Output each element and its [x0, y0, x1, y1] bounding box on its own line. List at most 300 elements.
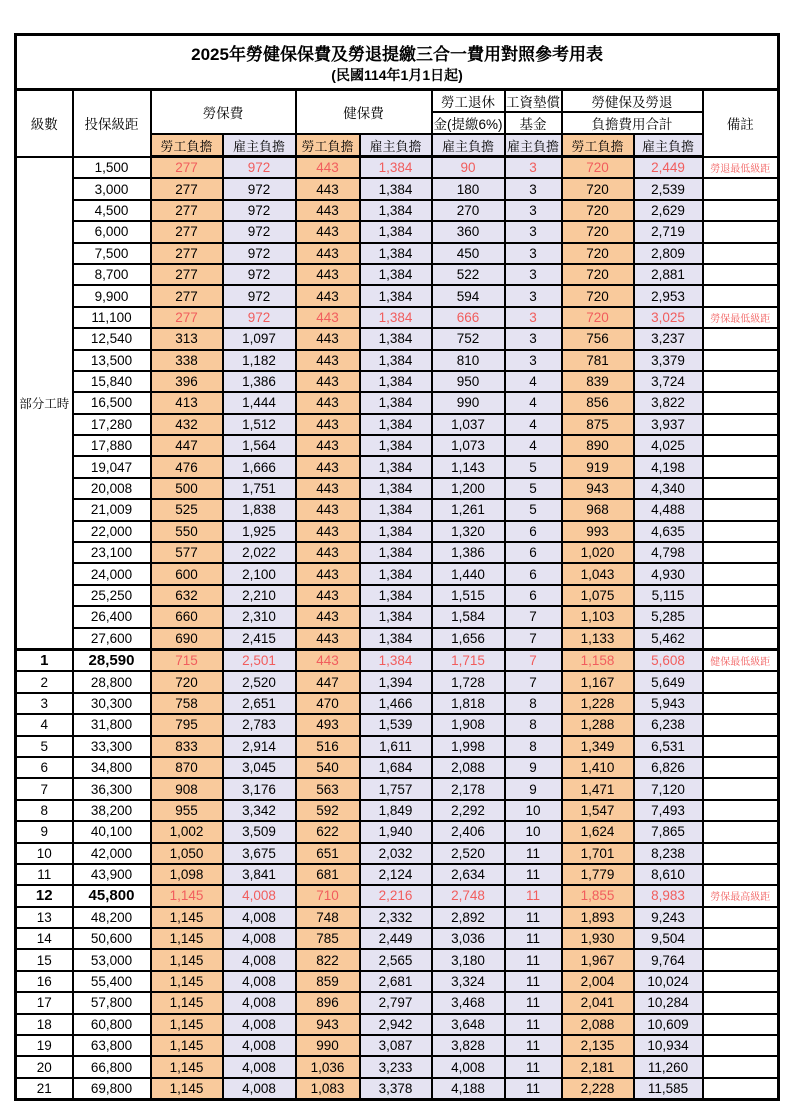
header-bracket: 投保級距: [73, 90, 151, 157]
cell-pension-employer: 1,908: [432, 714, 505, 735]
cell-health-employee: 651: [296, 843, 360, 864]
table-row: [16, 628, 779, 650]
cell-labor-employer: 1,512: [223, 414, 296, 435]
cell-labor-employee: 447: [151, 435, 223, 456]
remark-cell: [703, 714, 779, 735]
cell-labor-employer: 4,008: [223, 885, 296, 906]
cell-labor-employee: 1,145: [151, 1078, 223, 1100]
cell-total-employer: 6,826: [634, 757, 703, 778]
cell-total-employee: 890: [562, 435, 634, 456]
table-row: [16, 328, 779, 349]
bracket-cell: 28,800: [73, 671, 151, 692]
cell-labor-employer: 4,008: [223, 1078, 296, 1100]
cell-health-employer: 2,449: [360, 928, 432, 949]
cell-labor-employee: 277: [151, 264, 223, 285]
cell-pension-employer: 1,818: [432, 693, 505, 714]
cell-health-employer: 3,087: [360, 1035, 432, 1056]
level-cell: 11: [16, 864, 73, 885]
cell-health-employee: 748: [296, 907, 360, 928]
bracket-cell: 27,600: [73, 628, 151, 650]
page-subtitle: (民國114年1月1日起): [331, 66, 463, 83]
cell-labor-employer: 2,310: [223, 606, 296, 627]
cell-fund-employer: 3: [505, 350, 562, 371]
cell-labor-employee: 870: [151, 757, 223, 778]
cell-labor-employee: 1,145: [151, 885, 223, 906]
cell-total-employee: 2,181: [562, 1056, 634, 1077]
cell-health-employer: 2,032: [360, 843, 432, 864]
bracket-cell: 4,500: [73, 200, 151, 221]
bracket-cell: 28,590: [73, 649, 151, 671]
cell-total-employer: 4,488: [634, 499, 703, 520]
cell-labor-employee: 577: [151, 542, 223, 563]
level-cell: 21: [16, 1078, 73, 1100]
cell-labor-employee: 277: [151, 285, 223, 306]
cell-total-employer: 2,881: [634, 264, 703, 285]
cell-labor-employer: 4,008: [223, 1056, 296, 1077]
cell-health-employee: 443: [296, 200, 360, 221]
cell-total-employer: 10,934: [634, 1035, 703, 1056]
cell-health-employer: 1,611: [360, 736, 432, 757]
cell-fund-employer: 4: [505, 414, 562, 435]
header-health-insurance: 健保費: [296, 90, 432, 135]
cell-total-employee: 943: [562, 478, 634, 499]
cell-fund-employer: 11: [505, 971, 562, 992]
cell-health-employer: 1,384: [360, 435, 432, 456]
table-row: [16, 843, 779, 864]
cell-fund-employer: 8: [505, 714, 562, 735]
cell-health-employee: 859: [296, 971, 360, 992]
cell-health-employee: 493: [296, 714, 360, 735]
remark-cell: [703, 971, 779, 992]
cell-health-employer: 2,216: [360, 885, 432, 906]
remark-cell: [703, 864, 779, 885]
cell-health-employee: 710: [296, 885, 360, 906]
level-cell: 10: [16, 843, 73, 864]
cell-fund-employer: 11: [505, 1078, 562, 1100]
table-row: [16, 1056, 779, 1077]
subheader-labor-employer: 雇主負擔: [223, 134, 296, 157]
cell-total-employer: 3,724: [634, 371, 703, 392]
cell-labor-employee: 833: [151, 736, 223, 757]
cell-total-employer: 3,237: [634, 328, 703, 349]
cell-total-employer: 6,238: [634, 714, 703, 735]
level-cell: 9: [16, 821, 73, 842]
cell-health-employee: 1,036: [296, 1056, 360, 1077]
cell-health-employee: 443: [296, 328, 360, 349]
bracket-cell: 55,400: [73, 971, 151, 992]
subheader-total-employee: 勞工負擔: [562, 134, 634, 157]
table-header: [16, 35, 779, 157]
cell-labor-employer: 1,838: [223, 499, 296, 520]
cell-health-employer: 1,384: [360, 243, 432, 264]
cell-total-employer: 4,798: [634, 542, 703, 563]
table-row: [16, 949, 779, 970]
remark-cell: [703, 350, 779, 371]
bracket-cell: 1,500: [73, 157, 151, 179]
cell-health-employer: 1,466: [360, 693, 432, 714]
cell-health-employer: 1,384: [360, 649, 432, 671]
cell-total-employee: 1,228: [562, 693, 634, 714]
remark-cell: [703, 736, 779, 757]
cell-pension-employer: 990: [432, 392, 505, 413]
cell-health-employee: 447: [296, 671, 360, 692]
header-pension-line1: 勞工退休: [432, 90, 505, 113]
cell-total-employer: 5,285: [634, 606, 703, 627]
cell-pension-employer: 3,828: [432, 1035, 505, 1056]
cell-pension-employer: 2,088: [432, 757, 505, 778]
cell-pension-employer: 1,584: [432, 606, 505, 627]
table-row: [16, 435, 779, 456]
header-wage-fund-line2: 基金: [505, 112, 562, 134]
cell-pension-employer: 90: [432, 157, 505, 179]
bracket-cell: 20,008: [73, 478, 151, 499]
cell-health-employer: 3,378: [360, 1078, 432, 1100]
table-row: [16, 350, 779, 371]
table-row: [16, 563, 779, 584]
cell-fund-employer: 11: [505, 992, 562, 1013]
cell-total-employee: 1,075: [562, 585, 634, 606]
cell-health-employee: 443: [296, 521, 360, 542]
cell-health-employee: 443: [296, 542, 360, 563]
cell-total-employer: 10,024: [634, 971, 703, 992]
table-row: [16, 1078, 779, 1100]
level-cell: 6: [16, 757, 73, 778]
cell-fund-employer: 11: [505, 949, 562, 970]
cell-fund-employer: 3: [505, 243, 562, 264]
cell-fund-employer: 3: [505, 328, 562, 349]
table-row: [16, 178, 779, 199]
page-title: 2025年勞健保保費及勞退提繳三合一費用對照參考用表: [191, 44, 603, 64]
cell-total-employer: 8,610: [634, 864, 703, 885]
cell-fund-employer: 6: [505, 563, 562, 584]
table-row: [16, 714, 779, 735]
cell-fund-employer: 11: [505, 1035, 562, 1056]
cell-total-employer: 2,449: [634, 157, 703, 179]
cell-total-employer: 7,865: [634, 821, 703, 842]
cell-health-employee: 681: [296, 864, 360, 885]
cell-fund-employer: 8: [505, 736, 562, 757]
remark-cell: [703, 843, 779, 864]
cell-total-employer: 2,629: [634, 200, 703, 221]
cell-labor-employee: 338: [151, 350, 223, 371]
cell-labor-employer: 1,444: [223, 392, 296, 413]
table-row: [16, 392, 779, 413]
cell-health-employee: 443: [296, 606, 360, 627]
cell-labor-employee: 660: [151, 606, 223, 627]
cell-labor-employer: 1,097: [223, 328, 296, 349]
cell-health-employer: 1,849: [360, 800, 432, 821]
cell-health-employer: 1,384: [360, 307, 432, 328]
cell-health-employee: 516: [296, 736, 360, 757]
remark-cell: [703, 1014, 779, 1035]
cell-health-employer: 1,384: [360, 478, 432, 499]
cell-labor-employee: 1,145: [151, 1014, 223, 1035]
cell-fund-employer: 4: [505, 392, 562, 413]
cell-labor-employer: 972: [223, 178, 296, 199]
cell-fund-employer: 8: [505, 693, 562, 714]
remark-cell: [703, 499, 779, 520]
cell-labor-employee: 600: [151, 563, 223, 584]
cell-pension-employer: 1,073: [432, 435, 505, 456]
cell-fund-employer: 9: [505, 778, 562, 799]
cell-health-employee: 443: [296, 456, 360, 477]
cell-labor-employer: 4,008: [223, 907, 296, 928]
cell-pension-employer: 2,292: [432, 800, 505, 821]
bracket-cell: 16,500: [73, 392, 151, 413]
header-total-line2: 負擔費用合計: [562, 112, 703, 134]
cell-fund-employer: 4: [505, 371, 562, 392]
bracket-cell: 48,200: [73, 907, 151, 928]
table-row: [16, 864, 779, 885]
table-row: [16, 285, 779, 306]
cell-labor-employer: 2,022: [223, 542, 296, 563]
remark-cell: [703, 928, 779, 949]
cell-pension-employer: 1,656: [432, 628, 505, 650]
cell-health-employer: 3,233: [360, 1056, 432, 1077]
bracket-cell: 60,800: [73, 1014, 151, 1035]
table-row: [16, 928, 779, 949]
cell-total-employer: 3,379: [634, 350, 703, 371]
subheader-health-employer: 雇主負擔: [360, 134, 432, 157]
table-row: [16, 649, 779, 671]
cell-fund-employer: 7: [505, 628, 562, 650]
cell-pension-employer: 1,037: [432, 414, 505, 435]
cell-labor-employer: 3,176: [223, 778, 296, 799]
bracket-cell: 38,200: [73, 800, 151, 821]
cell-labor-employer: 2,501: [223, 649, 296, 671]
cell-fund-employer: 11: [505, 928, 562, 949]
cell-total-employer: 10,609: [634, 1014, 703, 1035]
table-row: [16, 606, 779, 627]
cell-health-employer: 2,124: [360, 864, 432, 885]
cell-fund-employer: 11: [505, 885, 562, 906]
cell-health-employer: 1,394: [360, 671, 432, 692]
bracket-cell: 15,840: [73, 371, 151, 392]
cell-labor-employee: 277: [151, 243, 223, 264]
cell-labor-employee: 313: [151, 328, 223, 349]
cell-labor-employer: 4,008: [223, 1014, 296, 1035]
remark-cell: [703, 585, 779, 606]
cell-total-employer: 4,025: [634, 435, 703, 456]
cell-total-employee: 720: [562, 243, 634, 264]
bracket-cell: 9,900: [73, 285, 151, 306]
bracket-cell: 7,500: [73, 243, 151, 264]
remark-cell: [703, 821, 779, 842]
bracket-cell: 25,250: [73, 585, 151, 606]
cell-fund-employer: 5: [505, 499, 562, 520]
remark-cell: [703, 1056, 779, 1077]
bracket-cell: 63,800: [73, 1035, 151, 1056]
table-row: [16, 971, 779, 992]
cell-labor-employer: 4,008: [223, 1035, 296, 1056]
cell-labor-employee: 277: [151, 178, 223, 199]
cell-pension-employer: 2,520: [432, 843, 505, 864]
cell-health-employer: 1,384: [360, 563, 432, 584]
cell-health-employee: 785: [296, 928, 360, 949]
table-row: [16, 456, 779, 477]
cell-health-employer: 1,384: [360, 200, 432, 221]
cell-labor-employer: 972: [223, 264, 296, 285]
cell-health-employee: 943: [296, 1014, 360, 1035]
cell-labor-employee: 396: [151, 371, 223, 392]
remark-cell: 勞退最低級距: [703, 157, 779, 179]
bracket-cell: 24,000: [73, 563, 151, 584]
bracket-cell: 33,300: [73, 736, 151, 757]
cell-health-employer: 1,684: [360, 757, 432, 778]
cell-pension-employer: 2,634: [432, 864, 505, 885]
remark-cell: [703, 1078, 779, 1100]
remark-cell: [703, 542, 779, 563]
cell-total-employer: 3,937: [634, 414, 703, 435]
cell-total-employer: 8,983: [634, 885, 703, 906]
level-cell: 1: [16, 649, 73, 671]
cell-pension-employer: 3,468: [432, 992, 505, 1013]
remark-cell: [703, 907, 779, 928]
cell-total-employee: 1,547: [562, 800, 634, 821]
cell-pension-employer: 1,261: [432, 499, 505, 520]
cell-total-employee: 919: [562, 456, 634, 477]
cell-total-employee: 1,701: [562, 843, 634, 864]
bracket-cell: 40,100: [73, 821, 151, 842]
remark-cell: [703, 671, 779, 692]
level-cell: 20: [16, 1056, 73, 1077]
header-total-line1: 勞健保及勞退: [562, 90, 703, 113]
cell-labor-employee: 1,002: [151, 821, 223, 842]
cell-health-employer: 2,565: [360, 949, 432, 970]
cell-total-employee: 720: [562, 178, 634, 199]
cell-total-employer: 3,025: [634, 307, 703, 328]
cell-health-employee: 443: [296, 350, 360, 371]
remark-cell: [703, 992, 779, 1013]
cell-pension-employer: 3,324: [432, 971, 505, 992]
table-row: [16, 992, 779, 1013]
bracket-cell: 30,300: [73, 693, 151, 714]
cell-pension-employer: 3,036: [432, 928, 505, 949]
cell-total-employee: 1,158: [562, 649, 634, 671]
level-cell: 13: [16, 907, 73, 928]
cell-health-employee: 443: [296, 157, 360, 179]
cell-total-employee: 720: [562, 200, 634, 221]
cell-health-employer: 1,384: [360, 499, 432, 520]
cell-health-employer: 1,384: [360, 585, 432, 606]
cell-total-employee: 1,133: [562, 628, 634, 650]
table-row: [16, 200, 779, 221]
cell-total-employee: 1,167: [562, 671, 634, 692]
cell-labor-employer: 1,182: [223, 350, 296, 371]
remark-cell: [703, 456, 779, 477]
cell-pension-employer: 1,143: [432, 456, 505, 477]
cell-labor-employer: 3,342: [223, 800, 296, 821]
cell-labor-employer: 972: [223, 285, 296, 306]
title-cell: [16, 35, 779, 90]
remark-cell: [703, 757, 779, 778]
cell-total-employee: 1,349: [562, 736, 634, 757]
subheader-labor-employee: 勞工負擔: [151, 134, 223, 157]
cell-labor-employee: 758: [151, 693, 223, 714]
cell-labor-employer: 2,914: [223, 736, 296, 757]
level-cell: 18: [16, 1014, 73, 1035]
remark-cell: [703, 243, 779, 264]
header-row-1: [16, 90, 779, 113]
cell-labor-employee: 1,050: [151, 843, 223, 864]
cell-labor-employer: 2,651: [223, 693, 296, 714]
cell-labor-employee: 476: [151, 456, 223, 477]
cell-labor-employer: 4,008: [223, 949, 296, 970]
cell-total-employee: 2,228: [562, 1078, 634, 1100]
cell-labor-employee: 1,145: [151, 1035, 223, 1056]
bracket-cell: 45,800: [73, 885, 151, 906]
cell-total-employee: 1,043: [562, 563, 634, 584]
table-row: [16, 414, 779, 435]
remark-cell: [703, 328, 779, 349]
bracket-cell: 23,100: [73, 542, 151, 563]
level-cell: 14: [16, 928, 73, 949]
cell-total-employee: 1,893: [562, 907, 634, 928]
table-row: [16, 757, 779, 778]
cell-health-employer: 1,384: [360, 606, 432, 627]
cell-pension-employer: 450: [432, 243, 505, 264]
remark-cell: [703, 414, 779, 435]
cell-total-employee: 2,004: [562, 971, 634, 992]
remark-cell: [703, 693, 779, 714]
cell-labor-employer: 972: [223, 243, 296, 264]
level-cell: 3: [16, 693, 73, 714]
cell-health-employee: 443: [296, 499, 360, 520]
cell-total-employer: 9,504: [634, 928, 703, 949]
cell-health-employee: 443: [296, 243, 360, 264]
level-cell: 16: [16, 971, 73, 992]
remark-cell: [703, 628, 779, 650]
cell-pension-employer: 810: [432, 350, 505, 371]
cell-health-employer: 2,332: [360, 907, 432, 928]
cell-total-employer: 5,608: [634, 649, 703, 671]
cell-health-employee: 443: [296, 392, 360, 413]
cell-total-employee: 2,041: [562, 992, 634, 1013]
cell-health-employer: 1,384: [360, 542, 432, 563]
bracket-cell: 3,000: [73, 178, 151, 199]
cell-health-employer: 1,384: [360, 414, 432, 435]
cell-total-employee: 875: [562, 414, 634, 435]
cell-health-employer: 1,384: [360, 371, 432, 392]
cell-labor-employer: 972: [223, 307, 296, 328]
bracket-cell: 17,280: [73, 414, 151, 435]
cell-pension-employer: 1,998: [432, 736, 505, 757]
cell-pension-employer: 1,440: [432, 563, 505, 584]
header-labor-insurance: 勞保費: [151, 90, 296, 135]
cell-total-employer: 2,809: [634, 243, 703, 264]
cell-labor-employer: 1,666: [223, 456, 296, 477]
cell-pension-employer: 270: [432, 200, 505, 221]
bracket-cell: 13,500: [73, 350, 151, 371]
table-row: [16, 307, 779, 328]
table-body: [16, 157, 779, 1100]
remark-cell: [703, 435, 779, 456]
cell-total-employer: 5,943: [634, 693, 703, 714]
level-cell: 15: [16, 949, 73, 970]
cell-total-employee: 720: [562, 264, 634, 285]
cell-pension-employer: 2,178: [432, 778, 505, 799]
bracket-cell: 34,800: [73, 757, 151, 778]
cell-health-employee: 443: [296, 585, 360, 606]
table-row: [16, 371, 779, 392]
cell-health-employee: 592: [296, 800, 360, 821]
cell-labor-employee: 1,145: [151, 992, 223, 1013]
cell-pension-employer: 1,715: [432, 649, 505, 671]
cell-health-employee: 443: [296, 649, 360, 671]
level-cell: 8: [16, 800, 73, 821]
cell-health-employer: 1,384: [360, 328, 432, 349]
remark-cell: 健保最低級距: [703, 649, 779, 671]
